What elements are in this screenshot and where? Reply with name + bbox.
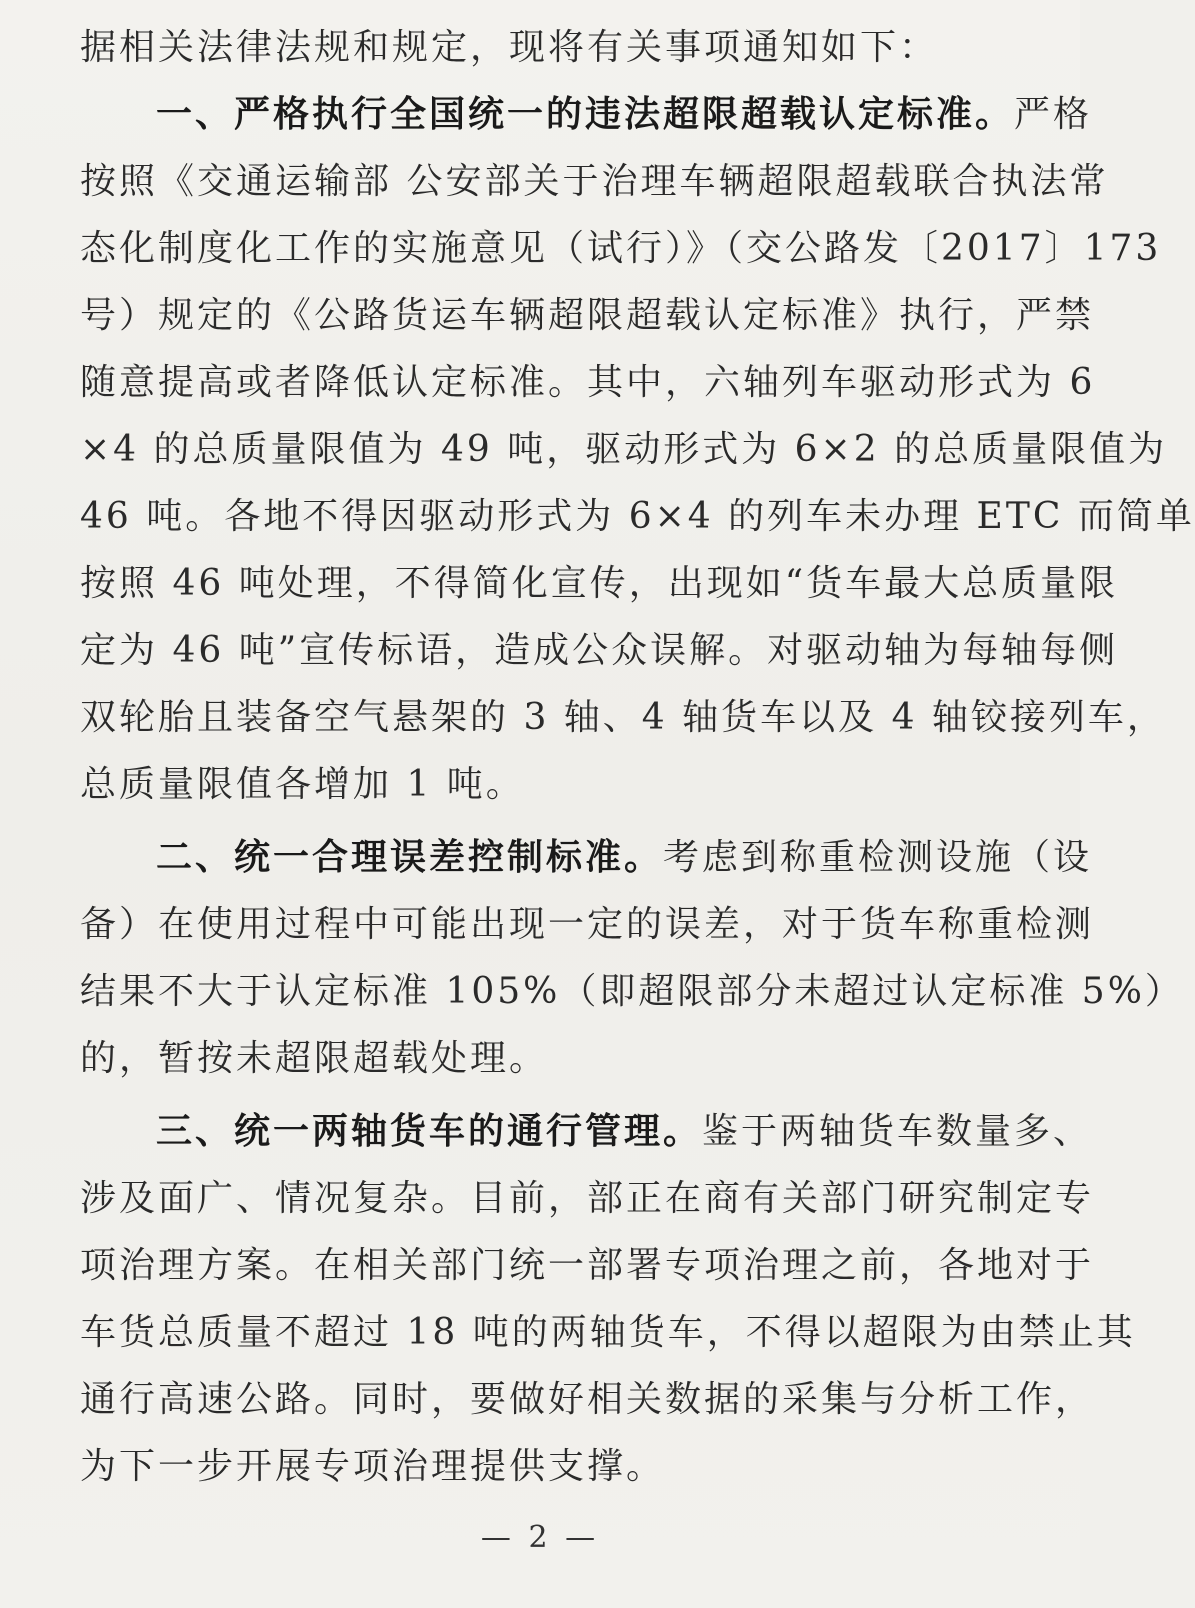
body-line: 总质量限值各增加 1 吨。 — [80, 764, 525, 805]
body-line: 按照《交通运输部 公安部关于治理车辆超限超载联合执法常 — [80, 161, 1109, 202]
section-3-first-line: 三、统一两轴货车的通行管理。鉴于两轴货车数量多、 — [156, 1111, 1093, 1152]
body-line: 结果不大于认定标准 105%（即超限部分未超过认定标准 5%） — [80, 971, 1184, 1012]
body-line: 态化制度化工作的实施意见（试行）》（交公路发〔2017〕173 — [80, 228, 1162, 269]
body-line: 据相关法律法规和规定，现将有关事项通知如下： — [80, 27, 939, 68]
body-line: 车货总质量不超过 18 吨的两轴货车，不得以超限为由禁止其 — [80, 1312, 1136, 1353]
body-line: 备）在使用过程中可能出现一定的误差，对于货车称重检测 — [80, 904, 1095, 945]
body-line: 随意提高或者降低认定标准。其中，六轴列车驱动形式为 6 — [80, 362, 1096, 403]
body-line: 双轮胎且装备空气悬架的 3 轴、4 轴货车以及 4 轴铰接列车， — [80, 697, 1166, 738]
section-2-first-line: 二、统一合理误差控制标准。考虑到称重检测设施（设 — [156, 837, 1093, 878]
body-line: ×4 的总质量限值为 49 吨，驱动形式为 6×2 的总质量限值为 — [80, 429, 1168, 470]
body-line: 通行高速公路。同时，要做好相关数据的采集与分析工作， — [80, 1379, 1095, 1420]
body-line: 涉及面广、情况复杂。目前，部正在商有关部门研究制定专 — [80, 1178, 1095, 1219]
section-2-heading: 二、统一合理误差控制标准。 — [156, 837, 664, 878]
body-line: 号）规定的《公路货运车辆超限超载认定标准》执行，严禁 — [80, 295, 1095, 336]
body-line: 定为 46 吨”宣传标语，造成公众误解。对驱动轴为每轴每侧 — [80, 630, 1119, 671]
body-line: 项治理方案。在相关部门统一部署专项治理之前，各地对于 — [80, 1245, 1095, 1286]
section-1-heading: 一、严格执行全国统一的违法超限超载认定标准。 — [156, 94, 1015, 135]
document-body — [80, 14, 1195, 1500]
section-1-first-line: 一、严格执行全国统一的违法超限超载认定标准。严格 — [156, 94, 1093, 135]
body-line: 的，暂按未超限超载处理。 — [80, 1038, 549, 1079]
body-line: 为下一步开展专项治理提供支撑。 — [80, 1446, 666, 1487]
page-number: — 2 — — [480, 1520, 600, 1555]
section-3-heading: 三、统一两轴货车的通行管理。 — [156, 1111, 703, 1152]
body-line: 46 吨。各地不得因驱动形式为 6×4 的列车未办理 ETC 而简单 — [80, 496, 1195, 537]
body-line: 按照 46 吨处理，不得简化宣传，出现如“货车最大总质量限 — [80, 563, 1119, 604]
